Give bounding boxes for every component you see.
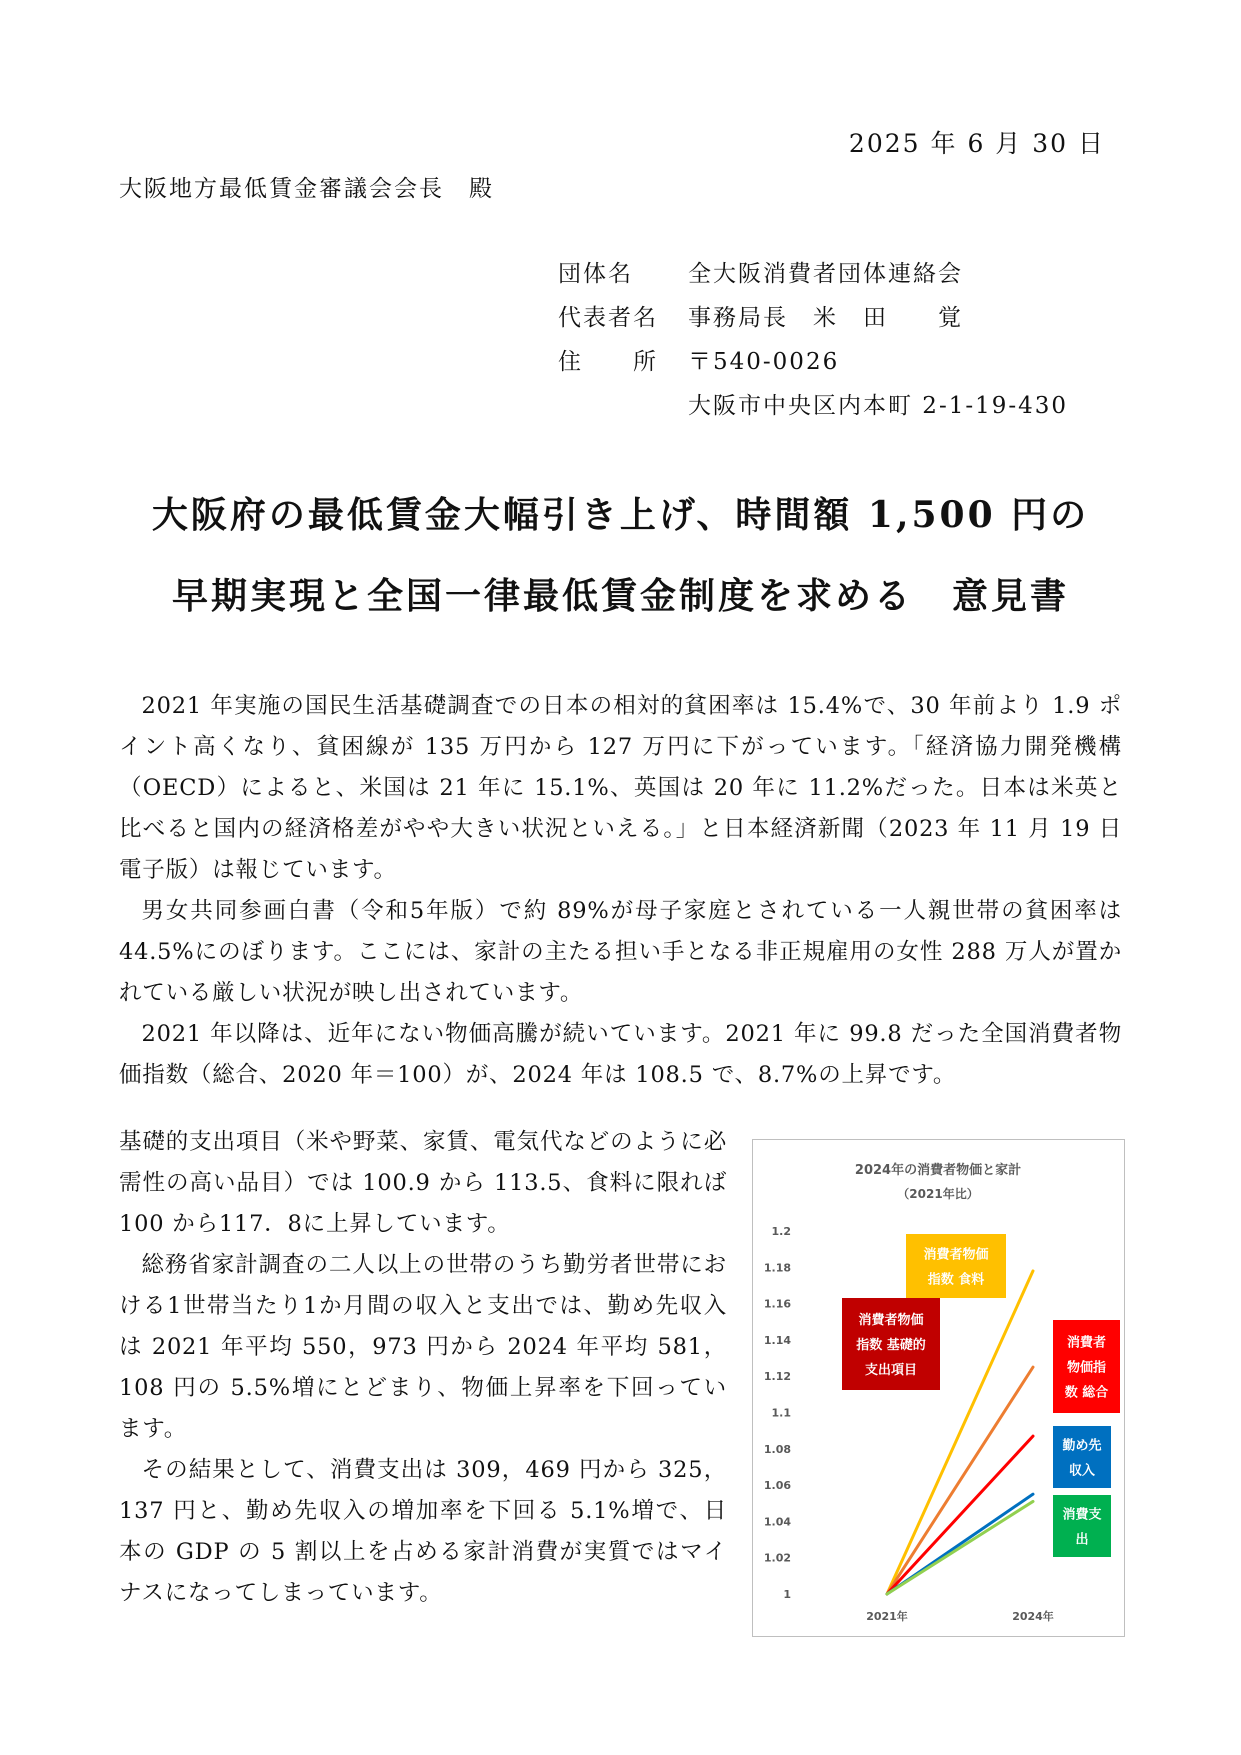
y-tick-label: 1.1 <box>771 1406 791 1420</box>
address: 大阪市中央区内本町 2-1-19-430 <box>688 393 1069 419</box>
series-label-box <box>906 1234 1006 1298</box>
body-full-width <box>119 686 1122 1096</box>
paragraph-basic-items: 基礎的支出項目（米や野菜、家賃、電気代などのように必需性の高い品目）では 100.9 から 113.5、食料に限れば 100 から117．8に上昇しています。 <box>119 1129 727 1237</box>
series-label-box <box>1053 1320 1120 1413</box>
cpi-household-chart <box>752 1139 1125 1637</box>
series-label-box <box>842 1298 940 1390</box>
title-line-1: 大阪府の最低賃金大幅引き上げ、時間額 1,500 円の <box>151 494 1090 536</box>
postal-code: 〒540-0026 <box>688 349 840 375</box>
y-tick-label: 1.18 <box>763 1261 791 1275</box>
y-tick-label: 1 <box>783 1588 791 1601</box>
x-axis <box>866 1609 1054 1623</box>
series-label-text: 指数 食料 <box>927 1272 985 1288</box>
series-label-text: 勤め先 <box>1062 1438 1102 1454</box>
y-tick-label: 1.02 <box>763 1551 791 1565</box>
chart-subtitle: （2021年比） <box>897 1187 979 1201</box>
series-label-text: 数 総合 <box>1064 1385 1109 1401</box>
series-label-box <box>1053 1426 1111 1488</box>
sender-rep-row <box>558 296 1068 340</box>
y-tick-label: 1.12 <box>763 1370 791 1384</box>
x-tick-label: 2024年 <box>1012 1610 1054 1623</box>
series-label-text: 消費者 <box>1066 1335 1107 1351</box>
paragraph-price-rise: 2021 年以降は、近年にない物価高騰が続いています。2021 年に 99.8 だった全国消費者物価指数（総合、2020 年＝100）が、2024 年は 108.5 で、8.7%の上昇です。 <box>119 1021 1122 1088</box>
org-label: 団体名 <box>558 261 633 287</box>
series-label-text: 指数 基礎的 <box>856 1338 926 1353</box>
series-label-box <box>1053 1495 1111 1557</box>
paragraph-poverty-rate: 2021 年実施の国民生活基礎調査での日本の相対的貧困率は 15.4%で、30 年前より 1.9 ポイント高くなり、貧困線が 135 万円から 127 万円に下がっています。「経済協力開発機構（OECD）によると、米国は 21 年に 15.1%、英国は 20 年に 11.2%だった。日本は米英と比べると国内の経済格差がやや大きい状況といえる。」と日本経済新聞（2023 年 11 月 19 日電子版）は報じています。 <box>119 693 1122 883</box>
x-tick-label: 2021年 <box>866 1610 908 1623</box>
series-label-text: 支出項目 <box>864 1363 918 1378</box>
series-label-text: 収入 <box>1068 1463 1096 1479</box>
y-tick-label: 1.2 <box>771 1225 791 1238</box>
sender-address-row <box>558 384 1068 428</box>
series-label-text: 出 <box>1075 1532 1089 1548</box>
series-label-text: 物価指 <box>1066 1360 1107 1376</box>
series-label-text: 消費支 <box>1062 1507 1102 1523</box>
paragraph-income: 総務省家計調査の二人以上の世帯のうち勤労者世帯における1世帯当たり1か月間の収入と支出では、勤め先収入は 2021 年平均 550，973 円から 2024 年平均 581，108 円の 5.5%増にとどまり、物価上昇率を下回っています。 <box>119 1252 727 1442</box>
paragraph-single-parent: 男女共同参画白書（令和5年版）で約 89%が母子家庭とされている一人親世帯の貧困率は 44.5%にのぼります。ここには、家計の主たる担い手となる非正規雇用の女性 288 万人が置かれている厳しい状況が映し出されています。 <box>119 898 1122 1006</box>
y-tick-label: 1.04 <box>763 1515 791 1529</box>
rep-value: 事務局長 米 田 覚 <box>688 305 963 331</box>
title-line-2: 早期実現と全国一律最低賃金制度を求める 意見書 <box>171 575 1069 617</box>
y-axis <box>764 1225 791 1601</box>
y-tick-label: 1.08 <box>763 1442 791 1456</box>
chart-title: 2024年の消費者物価と家計 <box>854 1163 1022 1178</box>
document-date: 2025 年 6 月 30 日 <box>848 129 1105 158</box>
sender-addr-row <box>558 340 1068 384</box>
sender-org-row <box>558 252 1068 296</box>
sender-block <box>558 252 1068 428</box>
rep-label: 代表者名 <box>558 305 658 331</box>
addr-label: 住 所 <box>558 349 658 375</box>
addressee: 大阪地方最低賃金審議会会長 殿 <box>119 176 494 202</box>
series-label-text: 消費者物価 <box>858 1313 924 1328</box>
chart-canvas <box>753 1140 1124 1636</box>
y-tick-label: 1.16 <box>763 1297 791 1311</box>
y-tick-label: 1.06 <box>763 1479 791 1493</box>
series-line <box>887 1367 1033 1594</box>
org-value: 全大阪消費者団体連絡会 <box>688 261 963 287</box>
y-tick-label: 1.14 <box>763 1333 791 1347</box>
paragraph-consumption: その結果として、消費支出は 309，469 円から 325，137 円と、勤め先収入の増加率を下回る 5.1%増で、日本の GDP の 5 割以上を占める家計消費が実質ではマイナスになってしまっています。 <box>119 1457 727 1606</box>
series-label-text: 消費者物価 <box>923 1247 989 1263</box>
series-labels <box>842 1234 1120 1557</box>
body-left-column <box>119 1122 727 1614</box>
